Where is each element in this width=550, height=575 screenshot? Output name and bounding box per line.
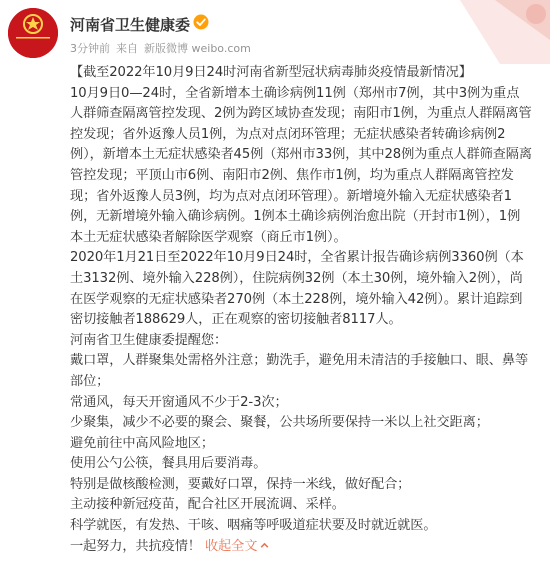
collapse-link[interactable] <box>205 539 270 554</box>
post-closing-line <box>70 537 532 558</box>
post-paragraph: 少聚集，减少不必要的聚会、聚餐，公共场所要保持一米以上社交距离； <box>70 415 489 431</box>
post-paragraph: 常通风，每天开窗通风不少于2-3次； <box>70 394 288 410</box>
post-header <box>0 0 550 64</box>
verified-badge-icon <box>193 14 209 30</box>
post-paragraph: 2020年1月21日至2022年10月9日24时，全省累计报告确诊病例3360例（本土3132例、境外输入228例），住院病例32例（本土30例，境外输入2例），尚在医学观察的无症状感染者270例（本土228例，境外输入42例）。累计追踪到密切接触者188629人，正在观察的密切接触者8117人。 <box>70 250 524 328</box>
post-paragraph: 戴口罩，人群聚集处需格外注意；勤洗手，避免用未清洁的手接触口、眼、鼻等部位； <box>70 353 529 389</box>
source-prefix: 来自 <box>116 42 138 55</box>
header-decoration <box>440 0 550 64</box>
post-paragraph: 河南省卫生健康委提醒您： <box>70 332 228 348</box>
post-paragraph: 主动接种新冠疫苗，配合社区开展流调、采样。 <box>70 497 345 513</box>
post-paragraph: 避免前往中高风险地区； <box>70 435 214 451</box>
avatar[interactable] <box>8 8 58 58</box>
post-source: 新版微博 weibo.com <box>144 42 251 55</box>
post-paragraph: 科学就医，有发热、干咳、咽痛等呼吸道症状要及时就近就医。 <box>70 518 437 534</box>
post-content <box>70 63 532 557</box>
post-title: 【截至2022年10月9日24时河南省新型冠状病毒肺炎疫情最新情况】 <box>70 65 472 80</box>
avatar-logo-icon <box>8 8 58 58</box>
collapse-label: 收起全文 <box>204 538 258 554</box>
post-paragraph: 使用公勺公筷，餐具用后要消毒。 <box>70 456 267 472</box>
post-time[interactable]: 3分钟前 <box>70 42 110 55</box>
chevron-up-icon <box>259 540 270 551</box>
post-paragraph: 10月9日0—24时，全省新增本土确诊病例11例（郑州市7例，其中3例为重点人群筛查隔离管控发现、2例为跨区域协查发现；南阳市1例，为重点人群隔离管控发现；省外返豫人员1例，为点对点闭环管理；无症状感染者转确诊病例2例），新增本土无症状感染者45例（郑州市33例，其中28例为重点人群筛查隔离管控发现；平顶山市6例、南阳市2例、焦作市1例，均为重点人群隔离管控发现；省外返豫人员3例，均为点对点闭环管理）。新增境外输入无症状感染者1例，无新增境外输入确诊病例。1例本土确诊病例治愈出院（开封市1例），1例本土无症状感染者解除医学观察（商丘市1例）。 <box>70 85 532 245</box>
author-name[interactable]: 河南省卫生健康委 <box>70 16 191 34</box>
post-closing: 一起努力，共抗疫情！ <box>70 538 201 554</box>
post-meta <box>70 40 257 56</box>
post-paragraph: 特别是做核酸检测，要戴好口罩，保持一米线，做好配合； <box>70 476 411 492</box>
